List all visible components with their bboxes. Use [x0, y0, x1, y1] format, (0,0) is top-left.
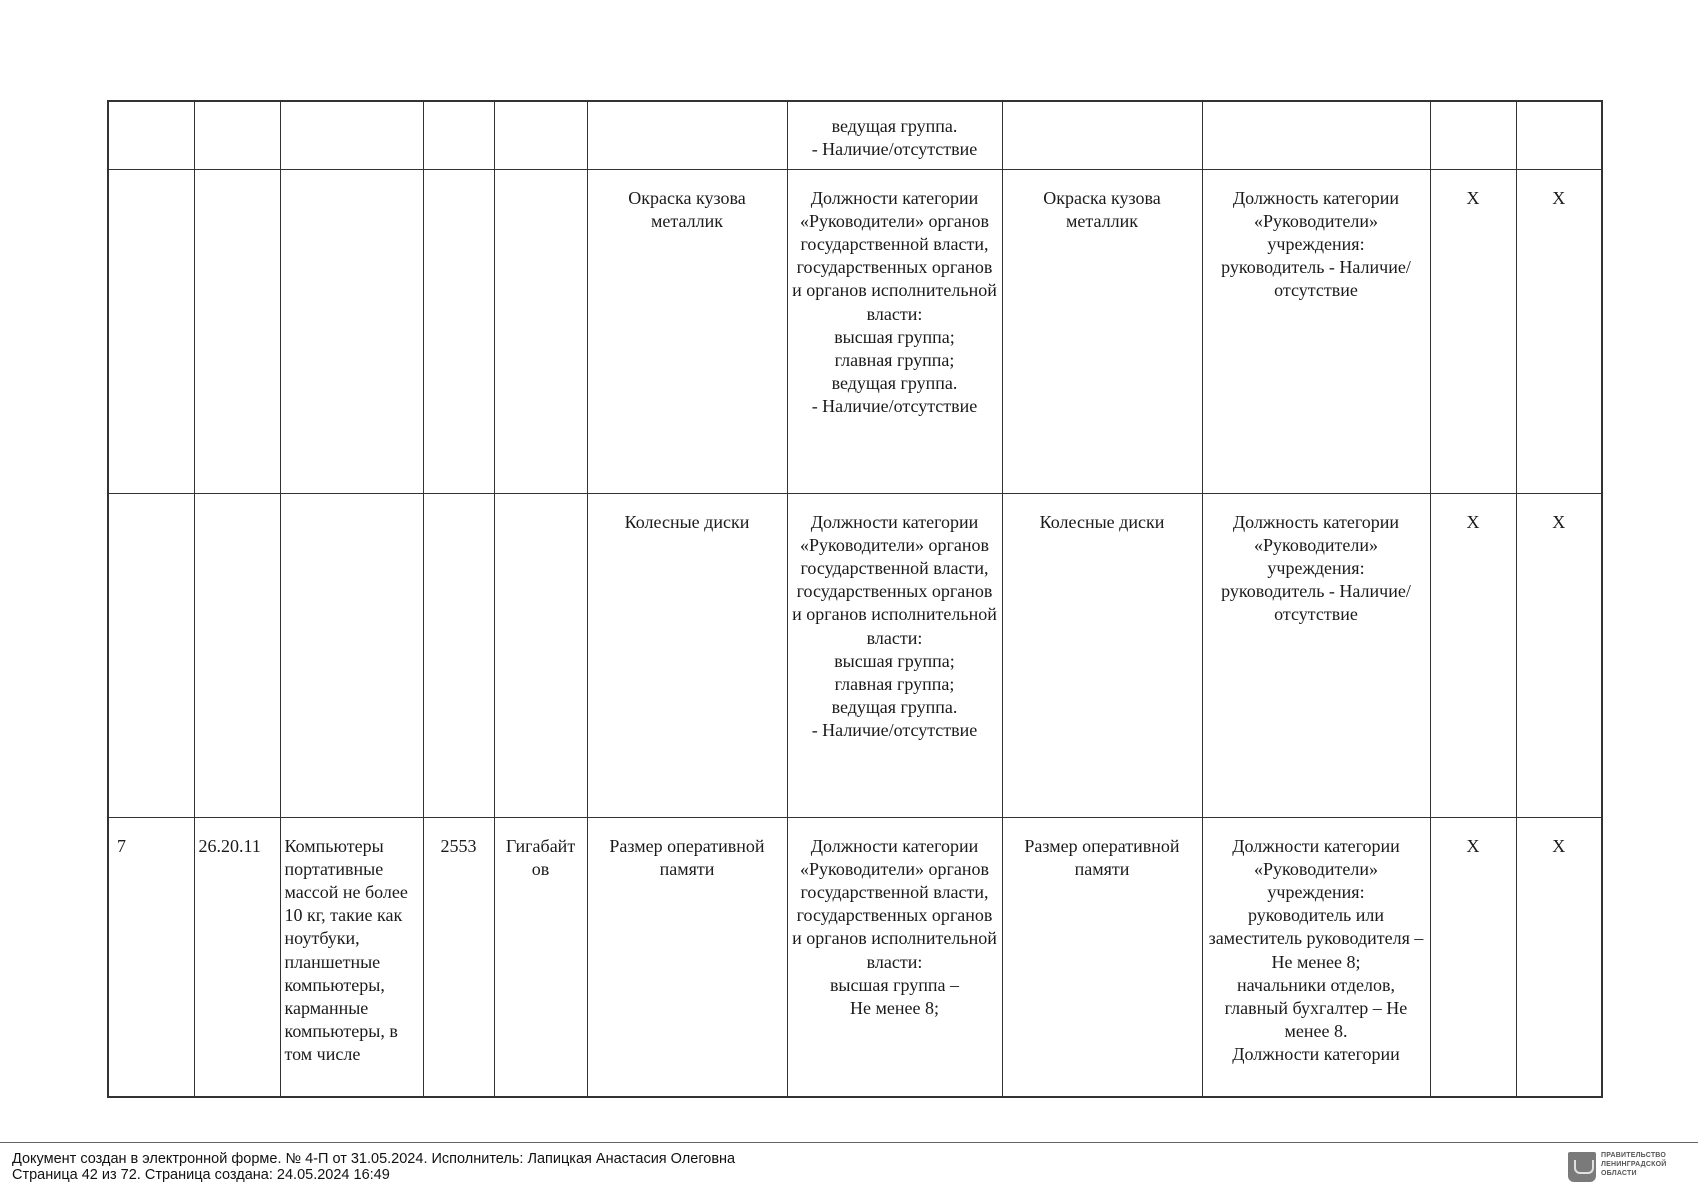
table-cell: Окраска кузова металлик: [1002, 169, 1202, 493]
table-cell: [194, 169, 280, 493]
table-cell: ведущая группа. - Наличие/отсутствие: [787, 101, 1002, 169]
table-cell: [280, 169, 423, 493]
table-cell: Должности категории «Руководители» органов государственной власти, государственных органов и органов исполнительной власти: высшая группа – Не менее 8;: [787, 817, 1002, 1097]
table-cell: X: [1430, 493, 1516, 817]
table-row: [108, 101, 1602, 169]
table-cell: Колесные диски: [587, 493, 787, 817]
table-cell: [108, 101, 194, 169]
table-cell: X: [1430, 169, 1516, 493]
table-cell: [423, 169, 494, 493]
table-cell: Должность категории «Руководители» учреждения: руководитель - Наличие/отсутствие: [1202, 493, 1430, 817]
table-cell: X: [1516, 169, 1602, 493]
document-footer: [12, 1151, 735, 1183]
table-cell: Колесные диски: [1002, 493, 1202, 817]
table-row: [108, 493, 1602, 817]
table-cell: [1202, 101, 1430, 169]
table-cell: [194, 493, 280, 817]
table-cell: [494, 101, 587, 169]
government-logo: [1568, 1150, 1688, 1184]
footer-divider: [0, 1142, 1698, 1143]
table-cell: Должности категории «Руководители» учреждения: руководитель или заместитель руководителя – Не менее 8; начальники отделов, главный бухгалтер – Не менее 8. Должности категории: [1202, 817, 1430, 1097]
table-cell: X: [1516, 817, 1602, 1097]
table-cell: [108, 169, 194, 493]
footer-page-info: Страница 42 из 72. Страница создана: 24.05.2024 16:49: [12, 1167, 390, 1183]
footer-document-info: Документ создан в электронной форме. № 4-П от 31.05.2024. Исполнитель: Лапицкая Анастасия Олеговна: [12, 1151, 736, 1167]
table-cell: Должности категории «Руководители» органов государственной власти, государственных органов и органов исполнительной власти: высшая группа; главная группа; ведущая группа. - Наличие/отсутствие: [787, 169, 1002, 493]
table-cell: [494, 169, 587, 493]
table-cell: X: [1430, 817, 1516, 1097]
table-cell: Гигабайт ов: [494, 817, 587, 1097]
table-cell: [1430, 101, 1516, 169]
table-cell: Окраска кузова металлик: [587, 169, 787, 493]
table-cell: X: [1516, 493, 1602, 817]
table-cell: [280, 493, 423, 817]
table-cell: 2553: [423, 817, 494, 1097]
table-row: [108, 169, 1602, 493]
table-cell: Должности категории «Руководители» органов государственной власти, государственных органов и органов исполнительной власти: высшая группа; главная группа; ведущая группа. - Наличие/отсутствие: [787, 493, 1002, 817]
table-cell: [194, 101, 280, 169]
table-cell: 7: [108, 817, 194, 1097]
table-cell: [587, 101, 787, 169]
logo-text: ПРАВИТЕЛЬСТВО ЛЕНИНГРАДСКОЙ ОБЛАСТИ: [1601, 1152, 1667, 1177]
table-cell: [494, 493, 587, 817]
document-table: [107, 100, 1603, 1098]
table-cell: Компьютеры портативные массой не более 10 кг, такие как ноутбуки, планшетные компьютеры, карманные компьютеры, в том числе: [280, 817, 423, 1097]
table-cell: [423, 493, 494, 817]
table-cell: [423, 101, 494, 169]
table-cell: [1002, 101, 1202, 169]
table-cell: Должность категории «Руководители» учреждения: руководитель - Наличие/отсутствие: [1202, 169, 1430, 493]
coat-of-arms-icon: [1568, 1152, 1596, 1182]
table-cell: [108, 493, 194, 817]
table-cell: [280, 101, 423, 169]
table-cell: 26.20.11: [194, 817, 280, 1097]
table-cell: Размер оперативной памяти: [1002, 817, 1202, 1097]
table-row: [108, 817, 1602, 1097]
table-cell: [1516, 101, 1602, 169]
table-cell: Размер оперативной памяти: [587, 817, 787, 1097]
